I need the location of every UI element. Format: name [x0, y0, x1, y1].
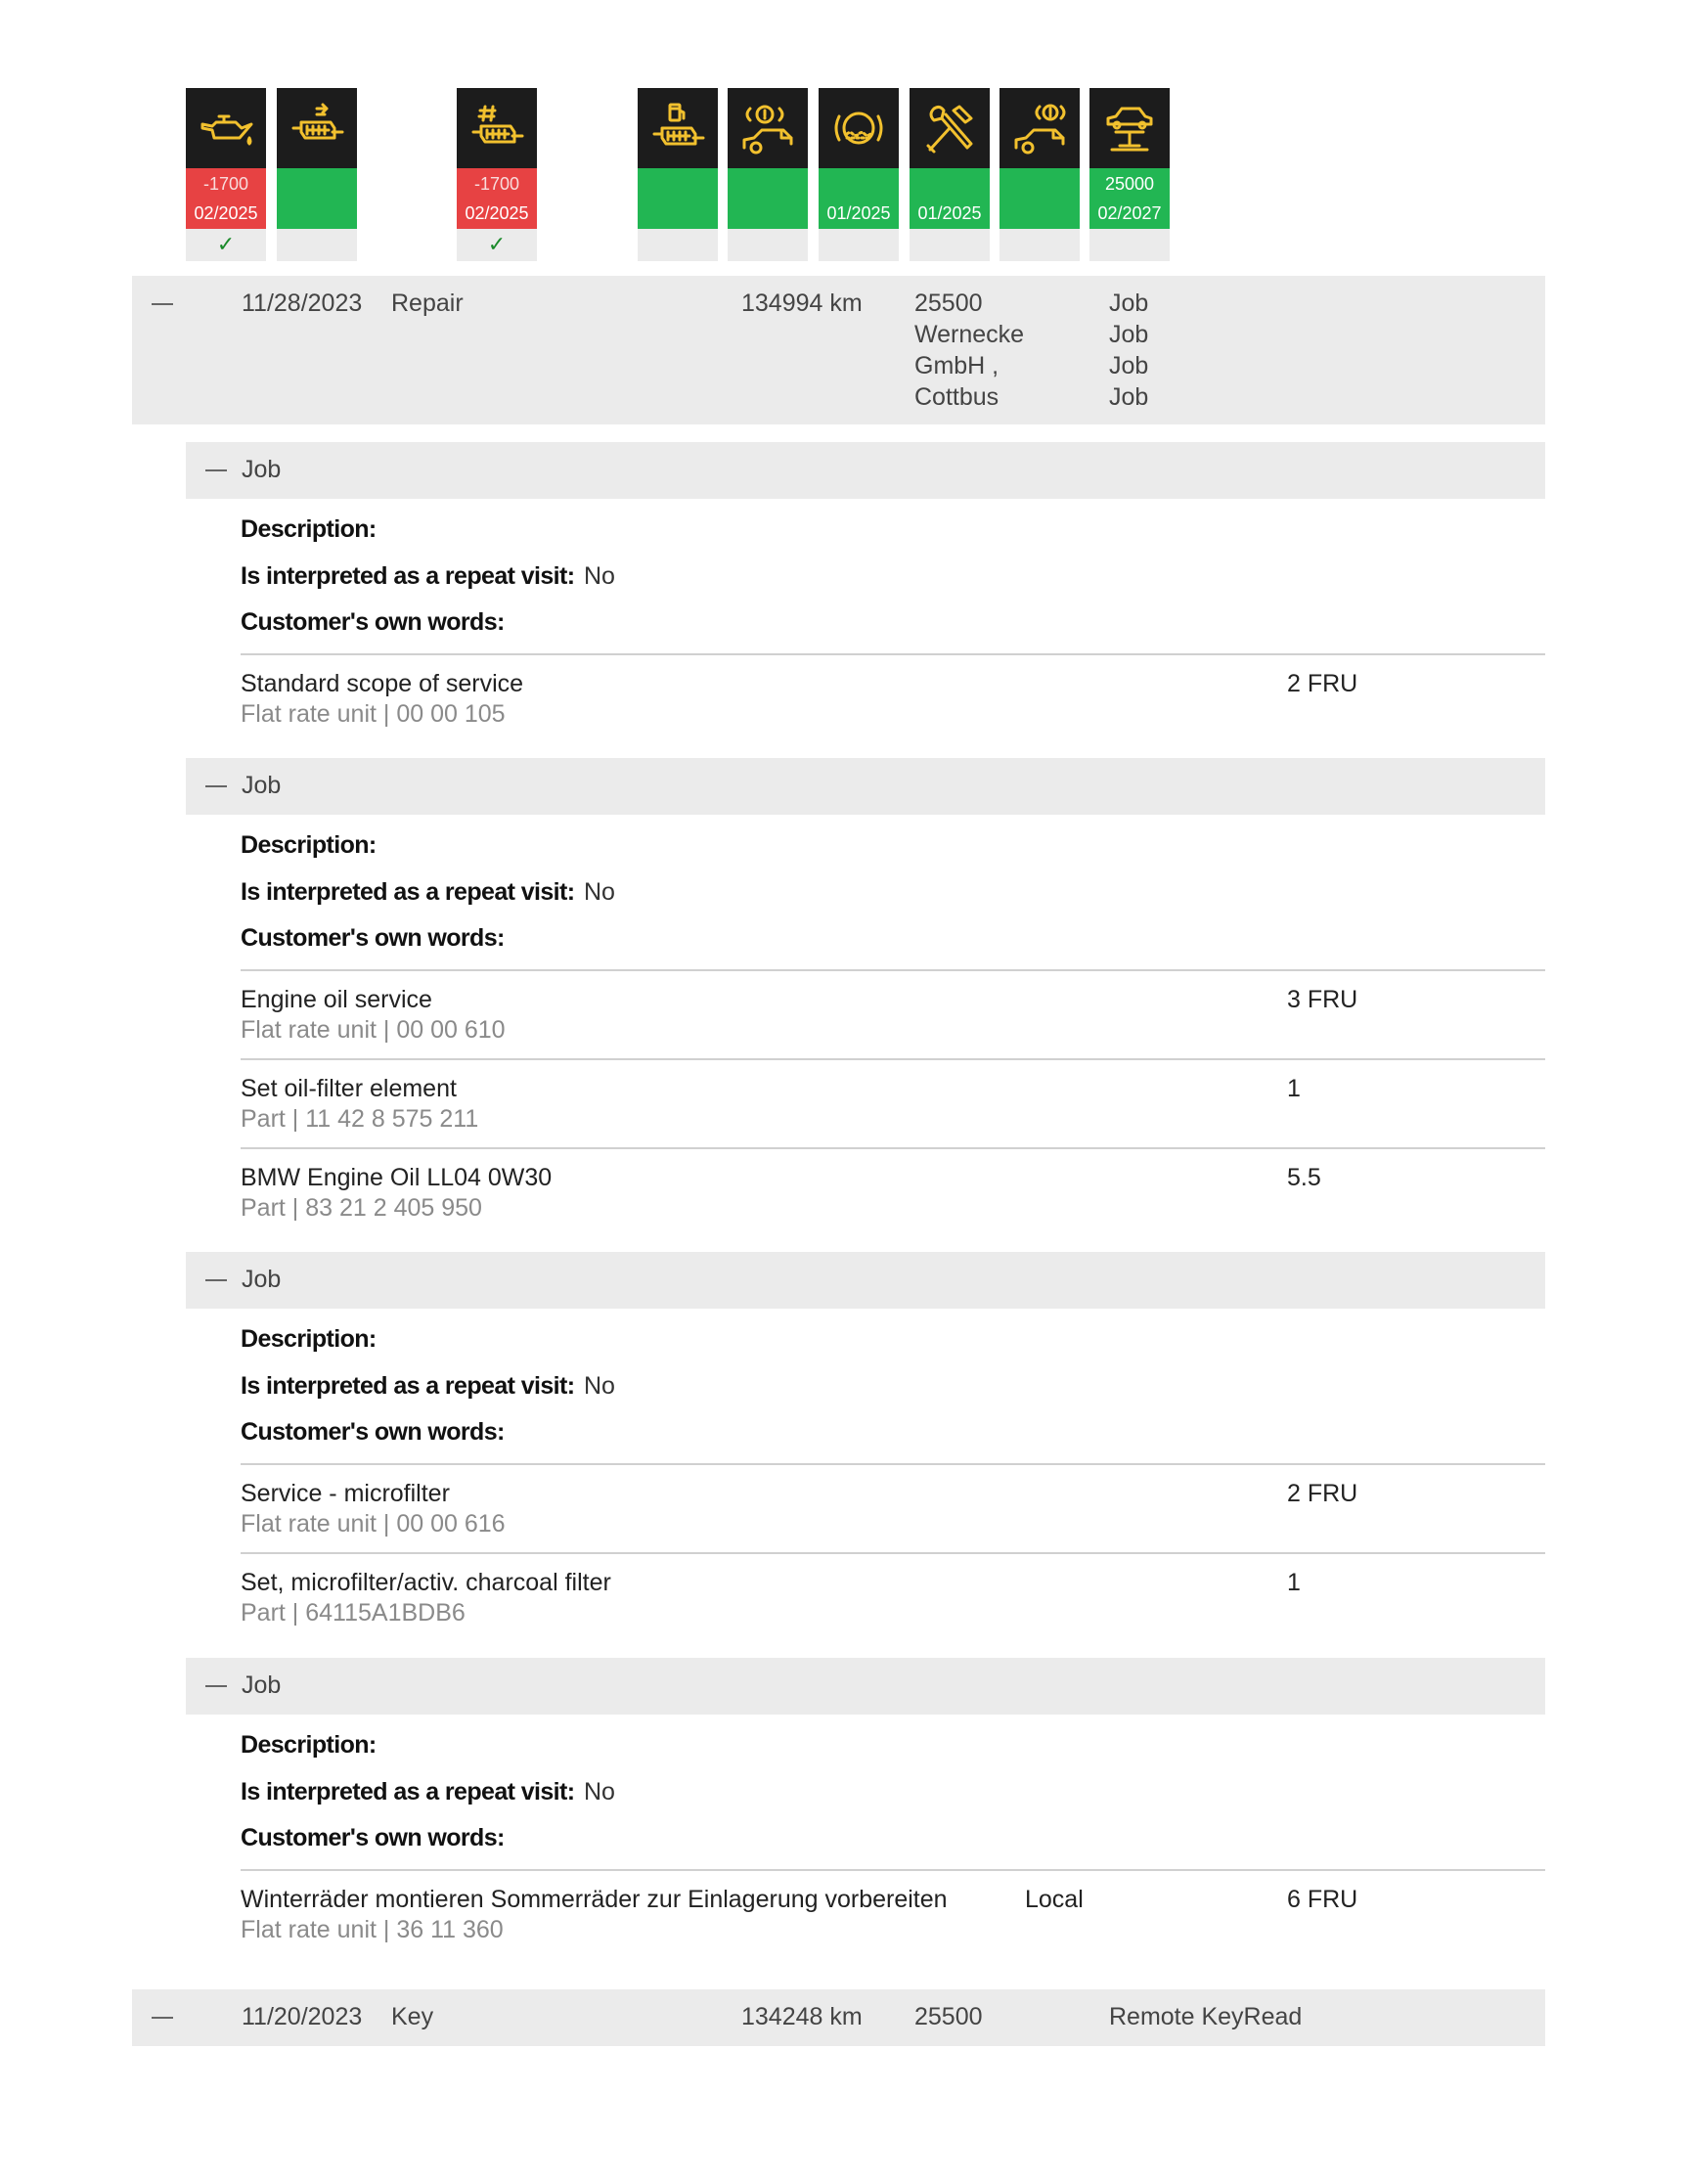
- item-quantity: 1: [1287, 1075, 1301, 1102]
- customer-words-label: Customer's own words:: [241, 924, 505, 952]
- item-title: Engine oil service: [241, 986, 432, 1013]
- vehicle-check-icon: [728, 88, 808, 168]
- tile-date: 02/2025: [194, 203, 258, 223]
- repeat-visit-label: Is interpreted as a repeat visit:: [241, 1778, 575, 1805]
- job-label: Job: [242, 456, 282, 483]
- tile-status: [999, 168, 1080, 229]
- item-quantity: 2 FRU: [1287, 1480, 1358, 1507]
- repeat-visit-value: No: [584, 1372, 615, 1400]
- item-subtitle: Flat rate unit | 00 00 610: [241, 1016, 506, 1044]
- visit-row[interactable]: [132, 276, 1545, 424]
- tile-value: 25000: [1104, 174, 1155, 194]
- dealer-line: Wernecke: [914, 321, 1025, 348]
- service-indicator-strip: [0, 0, 1688, 264]
- visit-row[interactable]: [132, 1989, 1545, 2046]
- visit-dealer: 25500: [914, 2003, 983, 2030]
- divider: [241, 1463, 1545, 1465]
- collapse-icon[interactable]: [205, 785, 227, 787]
- customer-words-label: Customer's own words:: [241, 1824, 505, 1851]
- tile-status: [910, 168, 990, 229]
- visit-dealer: [914, 288, 1024, 413]
- item-subtitle: Flat rate unit | 00 00 616: [241, 1510, 506, 1538]
- tile-vehicle-inspection[interactable]: [999, 88, 1080, 261]
- repeat-visit-label: Is interpreted as a repeat visit:: [241, 1372, 575, 1400]
- divider: [241, 969, 1545, 971]
- visit-mileage: 134248 km: [741, 2003, 863, 2030]
- collapse-icon[interactable]: [152, 303, 173, 305]
- tile-status: [457, 168, 537, 229]
- item-quantity: 5.5: [1287, 1164, 1321, 1191]
- tile-check: [638, 229, 718, 261]
- item-subtitle: Part | 64115A1BDB6: [241, 1599, 466, 1627]
- description-label: Description:: [241, 831, 377, 859]
- engine-oil-icon: [186, 88, 266, 168]
- repeat-visit-label: Is interpreted as a repeat visit:: [241, 562, 575, 590]
- brake-fluid-icon: [819, 88, 899, 168]
- item-subtitle: Part | 11 42 8 575 211: [241, 1105, 479, 1133]
- tile-status: [277, 168, 357, 229]
- item-location: Local: [1025, 1886, 1084, 1913]
- visit-jobs: [1109, 288, 1148, 413]
- divider: [241, 1147, 1545, 1149]
- tile-date: 01/2025: [917, 203, 982, 223]
- dealer-line: 25500: [914, 290, 983, 317]
- job-link[interactable]: Job: [1109, 290, 1149, 317]
- tile-check: [728, 229, 808, 261]
- item-quantity: 6 FRU: [1287, 1886, 1358, 1913]
- repeat-visit-label: Is interpreted as a repeat visit:: [241, 878, 575, 906]
- job-label: Job: [242, 1266, 282, 1293]
- divider: [241, 653, 1545, 655]
- collapse-icon[interactable]: [205, 1279, 227, 1281]
- customer-words-label: Customer's own words:: [241, 608, 505, 636]
- tools-icon: [910, 88, 990, 168]
- visit-type: Repair: [391, 290, 464, 317]
- tile-check: [819, 229, 899, 261]
- dealer-line: GmbH ,: [914, 352, 999, 379]
- tile-brake-fluid[interactable]: [819, 88, 899, 261]
- tile-check: ✓: [186, 229, 266, 261]
- visit-date: 11/28/2023: [242, 290, 363, 317]
- item-quantity: 2 FRU: [1287, 670, 1358, 697]
- collapse-icon[interactable]: [205, 469, 227, 471]
- fuel-filter-icon: [457, 88, 537, 168]
- repeat-visit-value: No: [584, 878, 615, 906]
- fuel-filter-pump-icon: [638, 88, 718, 168]
- visit-jobs[interactable]: Remote KeyRead: [1109, 2003, 1303, 2030]
- divider: [241, 1552, 1545, 1554]
- tile-value: -1700: [473, 174, 520, 194]
- car-lift-icon: [1089, 88, 1170, 168]
- job-label: Job: [242, 1671, 282, 1699]
- item-subtitle: Part | 83 21 2 405 950: [241, 1194, 482, 1222]
- item-subtitle: Flat rate unit | 00 00 105: [241, 700, 506, 728]
- item-title: Winterräder montieren Sommerräder zur Einlagerung vorbereiten: [241, 1886, 948, 1913]
- tile-status: [819, 168, 899, 229]
- job-header[interactable]: [186, 758, 1545, 815]
- job-label: Job: [242, 772, 282, 799]
- item-quantity: 3 FRU: [1287, 986, 1358, 1013]
- tile-status: [728, 168, 808, 229]
- item-title: Set, microfilter/activ. charcoal filter: [241, 1569, 611, 1596]
- item-title: Standard scope of service: [241, 670, 524, 697]
- tile-check: [277, 229, 357, 261]
- item-title: Service - microfilter: [241, 1480, 450, 1507]
- visit-mileage: 134994 km: [741, 290, 863, 317]
- visit-type: Key: [391, 2003, 434, 2030]
- job-link[interactable]: Job: [1109, 383, 1149, 411]
- tile-check: [1089, 229, 1170, 261]
- dealer-line: Cottbus: [914, 383, 999, 411]
- job-link[interactable]: Job: [1109, 352, 1149, 379]
- customer-words-label: Customer's own words:: [241, 1418, 505, 1446]
- repeat-visit-value: No: [584, 562, 615, 590]
- tile-vehicle-check[interactable]: [728, 88, 808, 261]
- tile-tools[interactable]: [910, 88, 990, 261]
- tile-date: 02/2027: [1097, 203, 1162, 223]
- item-quantity: 1: [1287, 1569, 1301, 1596]
- tile-date: 01/2025: [826, 203, 891, 223]
- tile-status: [1089, 168, 1170, 229]
- tile-fuel-filter[interactable]: [457, 88, 537, 261]
- tile-engine-oil[interactable]: [186, 88, 266, 261]
- item-title: Set oil-filter element: [241, 1075, 457, 1102]
- tile-car-lift[interactable]: [1089, 88, 1170, 261]
- item-subtitle: Flat rate unit | 36 11 360: [241, 1916, 504, 1943]
- tile-check: [910, 229, 990, 261]
- collapse-icon[interactable]: [152, 2017, 173, 2019]
- description-label: Description:: [241, 515, 377, 543]
- item-title: BMW Engine Oil LL04 0W30: [241, 1164, 553, 1191]
- tile-particle-filter[interactable]: [277, 88, 357, 261]
- repeat-visit-value: No: [584, 1778, 615, 1805]
- job-header[interactable]: [186, 1252, 1545, 1309]
- divider: [241, 1058, 1545, 1060]
- tile-status: [186, 168, 266, 229]
- job-link[interactable]: Job: [1109, 321, 1149, 348]
- description-label: Description:: [241, 1731, 377, 1759]
- job-header[interactable]: [186, 1658, 1545, 1715]
- description-label: Description:: [241, 1325, 377, 1353]
- tile-date: 02/2025: [465, 203, 529, 223]
- collapse-icon[interactable]: [205, 1685, 227, 1687]
- tile-value: -1700: [202, 174, 249, 194]
- tile-check: ✓: [457, 229, 537, 261]
- divider: [241, 1869, 1545, 1871]
- tile-check: [999, 229, 1080, 261]
- particle-filter-icon: [277, 88, 357, 168]
- tile-status: [638, 168, 718, 229]
- vehicle-inspection-icon: [999, 88, 1080, 168]
- job-header[interactable]: [186, 442, 1545, 499]
- tile-fuel-filter-pump[interactable]: [638, 88, 718, 261]
- visit-date: 11/20/2023: [242, 2003, 363, 2030]
